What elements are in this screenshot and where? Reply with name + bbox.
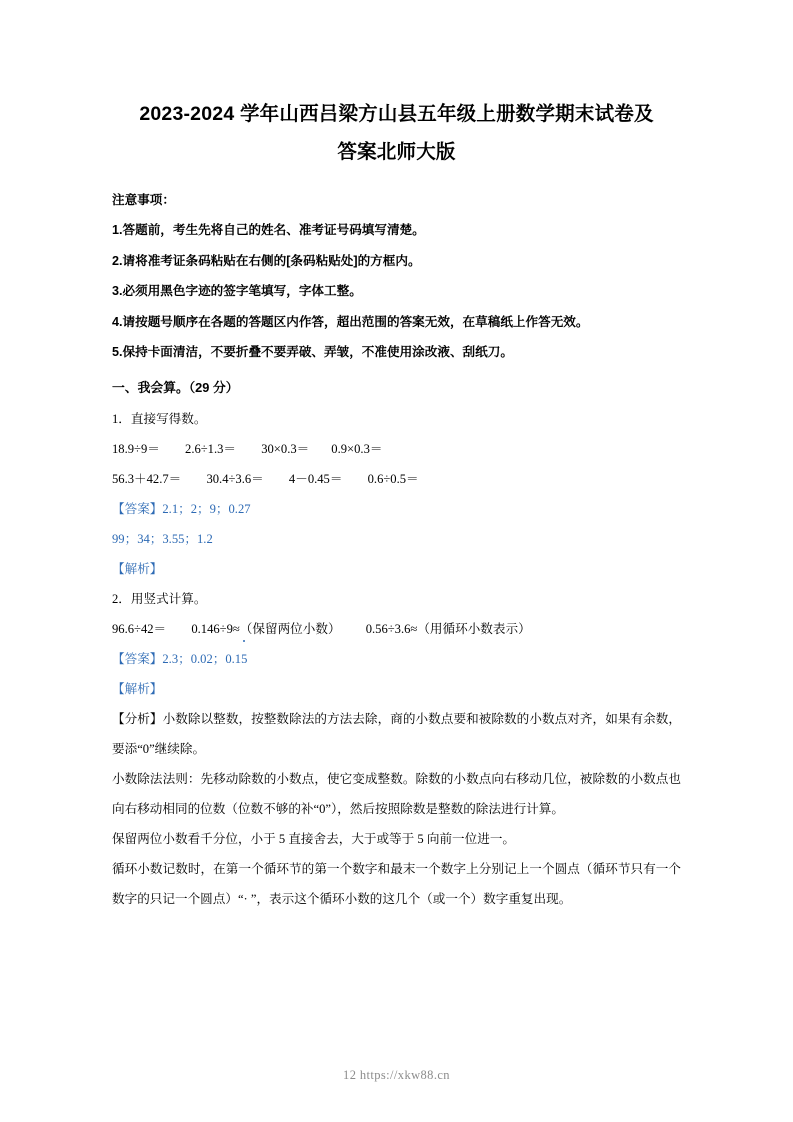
question-1-answer xyxy=(112,494,681,524)
notice-item-4: 4.请按题号顺序在各题的答题区内作答，超出范围的答案无效，在草稿纸上作答无效。 xyxy=(112,314,589,329)
analysis-head-tag: 【分析】 xyxy=(112,711,163,726)
question-2-answer-value: 2.3；0.02；0.1 xyxy=(162,651,242,666)
page-title-line-2: 答案北师大版 xyxy=(337,141,456,163)
question-1-label: 1．直接写得数。 xyxy=(112,411,207,426)
page-footer: 12 https://xkw88.cn xyxy=(343,1068,450,1082)
notice-item-5: 5.保持卡面清洁，不要折叠不要弄破、弄皱，不准使用涂改液、刮纸刀。 xyxy=(112,345,513,359)
question-1-row-2: 56.3＋42.7＝ 30.4÷3.6＝ 4－0.45＝ 0.6÷0.5＝ xyxy=(112,471,419,486)
analysis-text-1: 小数除以整数，按整数除法的方法去除，商的小数点要和被除数的小数点对齐，如果有余数，要添“0”继续除。 xyxy=(112,711,682,756)
notice-item-1: 1.答题前，考生先将自己的姓名、准考证号码填写清楚。 xyxy=(112,223,425,237)
question-2-analysis-paragraph-2: 小数除法法则：先移动除数的小数点，使它变成整数。除数的小数点向右移动几位，被除数的小数点也向右移动相同的位数（位数不够的补“0”），然后按照除数是整数的除法进行计算。 xyxy=(112,771,681,816)
answer-tag: 【答案】 xyxy=(112,501,163,516)
question-2-analysis-paragraph-1 xyxy=(112,704,681,764)
question-1-answer-line-2-row xyxy=(112,524,681,554)
answer-tag: 【答案】 xyxy=(112,651,163,666)
notice-item-2: 2.请将准考证条码粘贴在右侧的[条码粘贴处]的方框内。 xyxy=(112,253,421,268)
question-2-analysis-paragraph-4: 循环小数记数时，在第一个循环节的第一个数字和最末一个数字上分别记上一个圆点（循环节只有一个数字的只记一个圆点）“· ”，表示这个循环小数的这几个（或一个）数字重复出现。 xyxy=(112,861,681,906)
question-2-analysis-tag: 【解析】 xyxy=(112,681,163,696)
page-title-line-1: 2023-2024 学年山西吕梁方山县五年级上册数学期末试卷及 xyxy=(139,103,654,125)
question-2-label: 2．用竖式计算。 xyxy=(112,591,207,606)
question-2-analysis-paragraph-3: 保留两位小数看千分位，小于 5 直接舍去，大于或等于 5 向前一位进一。 xyxy=(112,831,515,846)
page-title xyxy=(112,95,681,171)
notice-item-3: 3.必须用黑色字迹的签字笔填写，字体工整。 xyxy=(112,284,362,298)
question-1-answer-line-1: 2.1；2；9；0.27 xyxy=(162,501,251,516)
repeating-decimal-digit: 5 xyxy=(241,644,247,674)
question-2-answer xyxy=(112,644,681,674)
notice-heading: 注意事项： xyxy=(112,193,175,207)
question-1-analysis-tag: 【解析】 xyxy=(112,561,163,576)
question-1-answer-line-2: 99；34；3.55；1.2 xyxy=(112,531,213,546)
question-2-row-1: 96.6÷42＝ 0.146÷9≈（保留两位小数） 0.56÷3.6≈（用循环小数表示） xyxy=(112,621,531,636)
question-1-row-1: 18.9÷9＝ 2.6÷1.3＝ 30×0.3＝ 0.9×0.3＝ xyxy=(112,441,383,456)
section-1-heading: 一、我会算。（29 分） xyxy=(112,379,239,395)
